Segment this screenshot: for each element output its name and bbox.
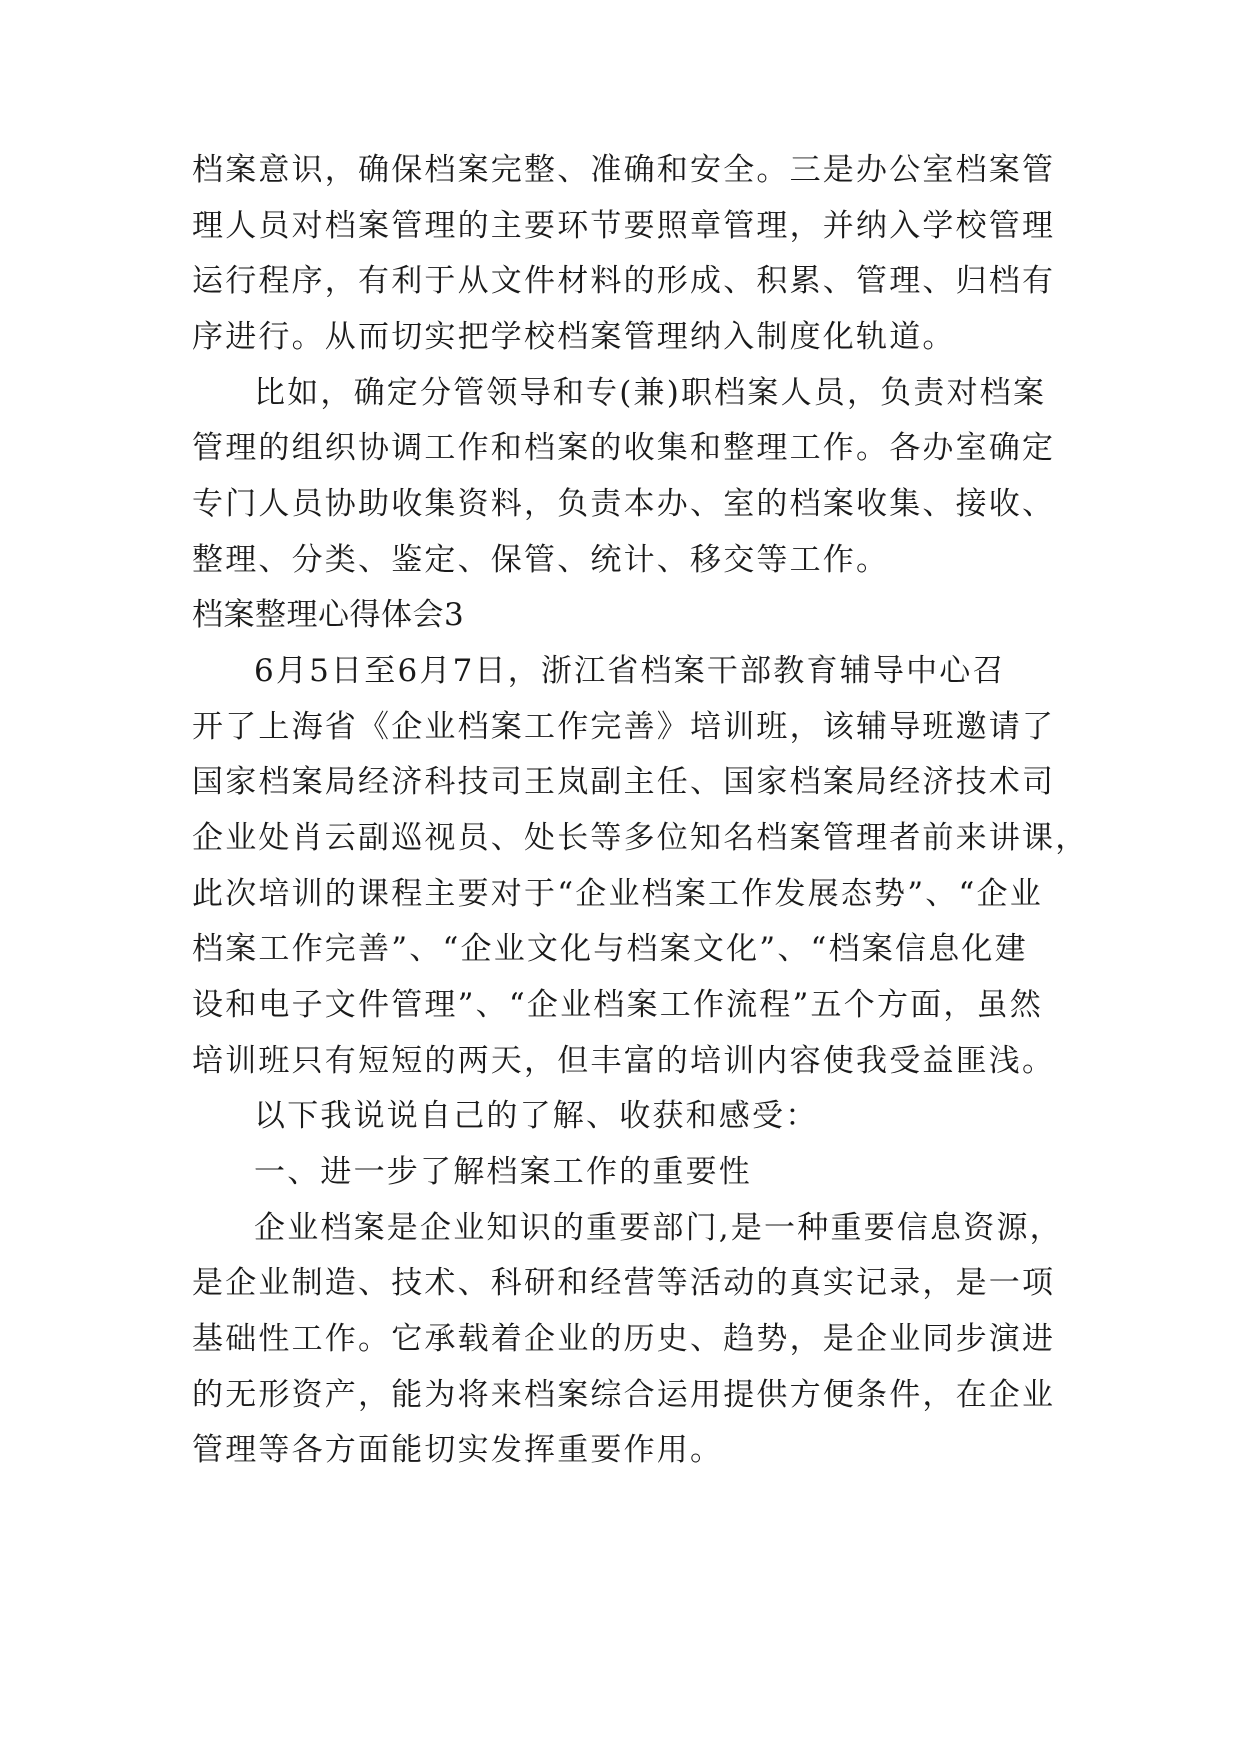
paragraph-start-line: 以下我说说自己的了解、收获和感受： <box>254 1098 819 1134</box>
paragraph-start-line: 企业档案是企业知识的重要部门,是一种重要信息资源， <box>254 1210 1063 1246</box>
paragraph-start-line: 6月5日至6月7日，浙江省档案干部教育辅导中心召 <box>254 653 1006 689</box>
text-line: 管理等各方面能切实发挥重要作用。 <box>192 1432 724 1468</box>
text-line: 此次培训的课程主要对于“企业档案工作发展态势”、“企业 <box>192 876 1043 912</box>
text-line: 理人员对档案管理的主要环节要照章管理，并纳入学校管理 <box>192 208 1056 244</box>
text-line: 档案意识，确保档案完整、准确和安全。三是办公室档案管 <box>192 152 1056 188</box>
text-line: 设和电子文件管理”、“企业档案工作流程”五个方面，虽然 <box>192 987 1043 1023</box>
text-line: 档案工作完善”、“企业文化与档案文化”、“档案信息化建 <box>192 931 1028 967</box>
text-line: 的无形资产，能为将来档案综合运用提供方便条件，在企业 <box>192 1377 1056 1413</box>
text-line: 培训班只有短短的两天，但丰富的培训内容使我受益匪浅。 <box>192 1043 1056 1079</box>
paragraph-start-line: 比如，确定分管领导和专(兼)职档案人员，负责对档案 <box>254 375 1047 411</box>
text-line: 是企业制造、技术、科研和经营等活动的真实记录，是一项 <box>192 1265 1056 1301</box>
text-line: 管理的组织协调工作和档案的收集和整理工作。各办室确定 <box>192 430 1056 466</box>
text-line: 专门人员协助收集资料，负责本办、室的档案收集、接收、 <box>192 486 1056 522</box>
text-line: 企业处肖云副巡视员、处长等多位知名档案管理者前来讲课， <box>192 820 1089 856</box>
text-line: 整理、分类、鉴定、保管、统计、移交等工作。 <box>192 542 890 578</box>
subsection-heading: 一、进一步了解档案工作的重要性 <box>254 1154 752 1190</box>
text-line: 开了上海省《企业档案工作完善》培训班，该辅导班邀请了 <box>192 709 1056 745</box>
text-line: 基础性工作。它承载着企业的历史、趋势，是企业同步演进 <box>192 1321 1056 1357</box>
text-line: 运行程序，有利于从文件材料的形成、积累、管理、归档有 <box>192 263 1056 299</box>
section-heading: 档案整理心得体会3 <box>192 597 465 633</box>
text-line: 国家档案局经济科技司王岚副主任、国家档案局经济技术司 <box>192 764 1056 800</box>
text-line: 序进行。从而切实把学校档案管理纳入制度化轨道。 <box>192 319 956 355</box>
